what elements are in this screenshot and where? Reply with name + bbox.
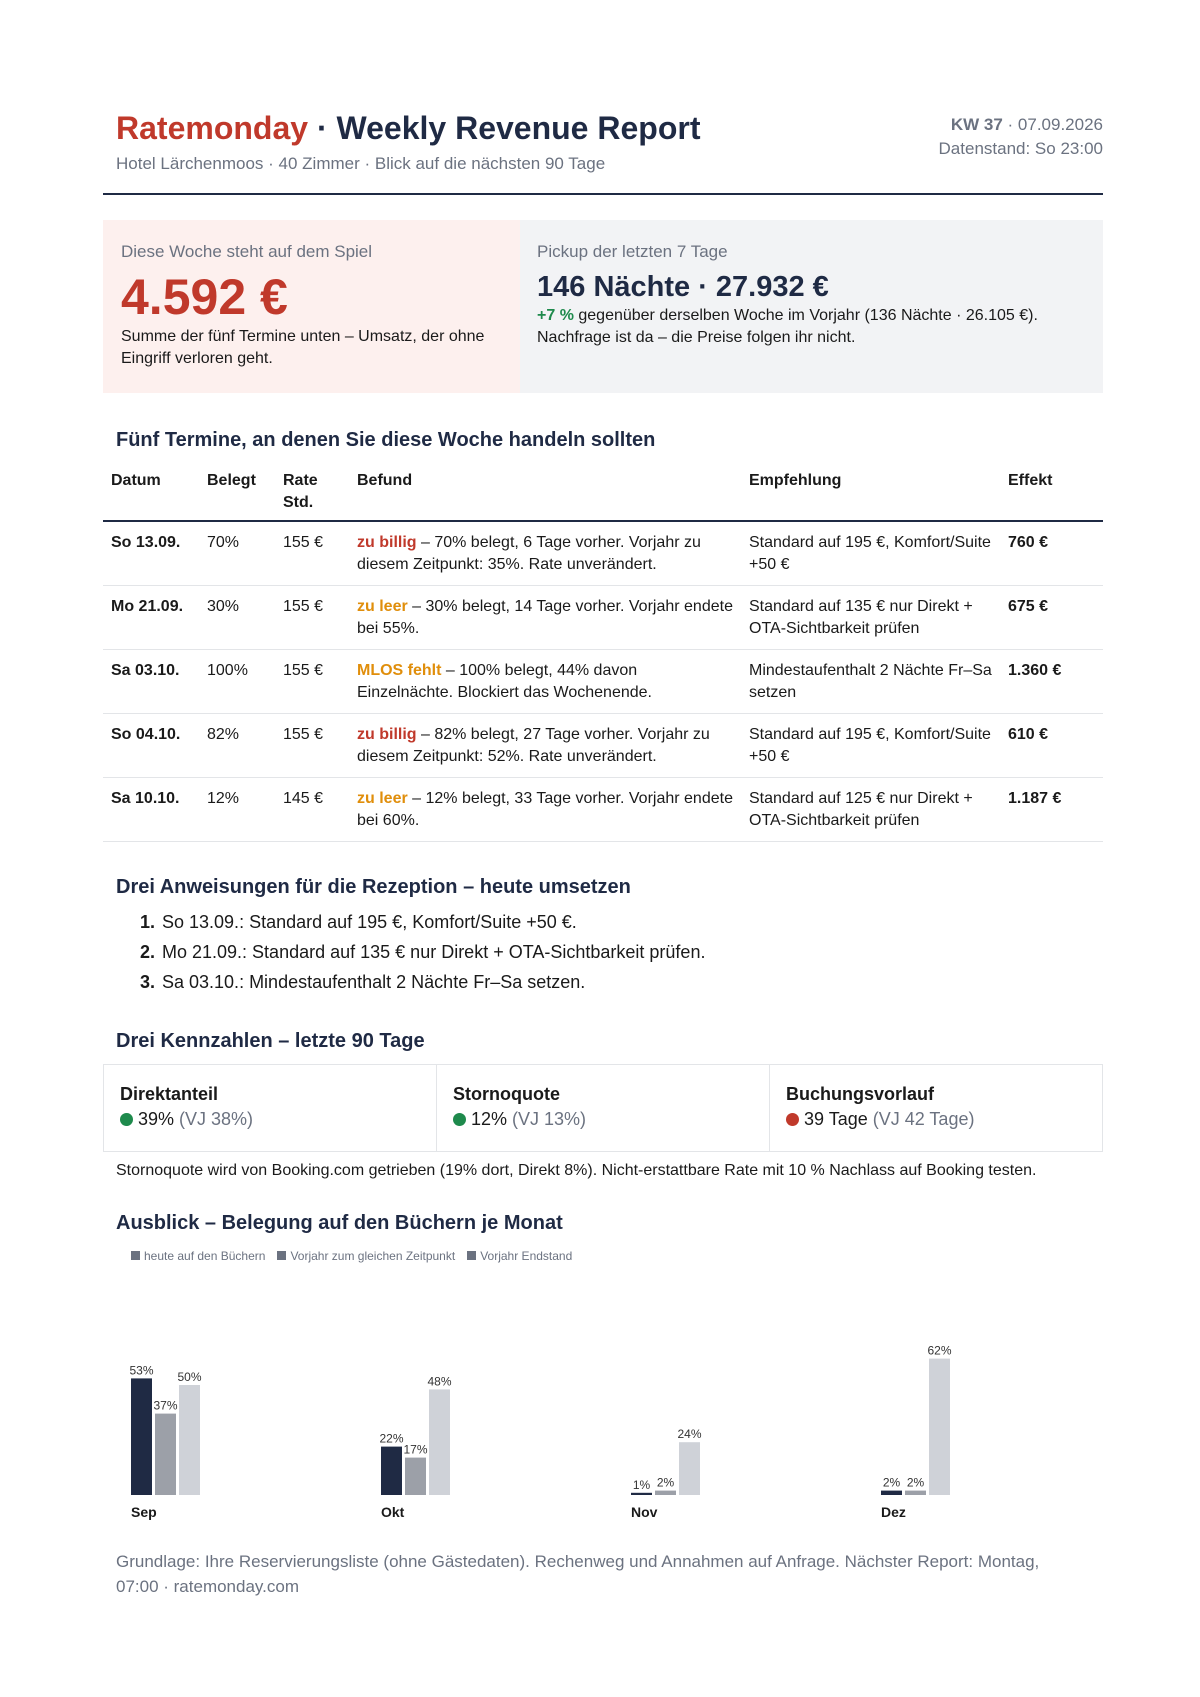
bar-value-label: 22% (379, 1431, 404, 1446)
action-dates-table (103, 466, 1103, 842)
category-label: Dez (881, 1504, 906, 1520)
col-belegt: Belegt (207, 472, 256, 489)
table-row (103, 650, 1103, 714)
legend-item: Vorjahr Endstand (467, 1249, 572, 1263)
row-finding: MLOS fehlt – 100% belegt, 44% davon Einzelnächte. Blockiert das Wochenende. (357, 662, 652, 701)
calendar-week: KW 37 (950, 115, 1003, 134)
col-empfehlung: Empfehlung (749, 472, 842, 489)
kpi-name: Direktanteil (120, 1084, 219, 1104)
kpi-heading: Drei Kennzahlen – letzte 90 Tage (116, 1030, 425, 1052)
bar-value-label: 2% (906, 1475, 925, 1490)
bar-okt-0 (381, 1447, 402, 1495)
row-recommendation: Standard auf 195 €, Komfort/Suite +50 € (749, 534, 991, 573)
row-recommendation: Mindestaufenthalt 2 Nächte Fr–Sa setzen (749, 662, 992, 701)
bar-sep-2 (179, 1385, 200, 1495)
row-occupancy: 30% (207, 598, 240, 615)
bar-dez-2 (929, 1359, 950, 1495)
report-title (116, 110, 700, 147)
brand-name: Ratemonday (116, 110, 309, 146)
row-finding: zu leer – 12% belegt, 33 Tage vorher. Vorjahr endete bei 60%. (357, 790, 733, 829)
row-recommendation: Standard auf 135 € nur Direkt + OTA-Sichtbarkeit prüfen (749, 598, 973, 637)
row-rate: 155 € (283, 662, 324, 679)
at-stake-value: 4.592 € (121, 269, 288, 325)
pickup-box (520, 220, 1103, 393)
pickup-label: Pickup der letzten 7 Tage (537, 242, 728, 261)
kpi-previous-year: (VJ 38%) (174, 1109, 254, 1129)
kpi-name: Stornoquote (453, 1084, 560, 1104)
row-occupancy: 70% (207, 534, 240, 551)
table-row (103, 586, 1103, 650)
instruction-item: 2. Mo 21.09.: Standard auf 135 € nur Direkt + OTA-Sichtbarkeit prüfen. (140, 942, 706, 962)
category-label: Okt (381, 1504, 405, 1520)
row-effect: 1.360 € (1008, 662, 1062, 679)
instruction-item: 3. Sa 03.10.: Mindestaufenthalt 2 Nächte Fr–Sa setzen. (140, 972, 586, 992)
pickup-value: 146 Nächte · 27.932 € (537, 271, 829, 303)
kpi-card (104, 1065, 437, 1151)
table-row (103, 778, 1103, 842)
kpi-note: Stornoquote wird von Booking.com getrieben (19% dort, Direkt 8%). Nicht-erstattbare Rate mit 10 % Nachlass auf Booking testen. (116, 1162, 1037, 1179)
category-label: Nov (631, 1504, 658, 1520)
bar-dez-0 (881, 1491, 902, 1495)
row-recommendation: Standard auf 125 € nur Direkt + OTA-Sichtbarkeit prüfen (749, 790, 973, 829)
dates-heading: Fünf Termine, an denen Sie diese Woche handeln sollten (116, 429, 656, 451)
col-effekt: Effekt (1008, 472, 1053, 489)
report-date: · 07.09.2026 (1002, 115, 1103, 134)
bar-value-label: 2% (882, 1475, 901, 1490)
at-stake-label: Diese Woche steht auf dem Spiel (121, 242, 373, 261)
row-date: Mo 21.09. (111, 598, 184, 615)
bar-sep-0 (131, 1378, 152, 1495)
row-rate: 145 € (283, 790, 324, 807)
col-rate: Rate Std. (283, 472, 318, 511)
row-effect: 1.187 € (1008, 790, 1062, 807)
row-rate: 155 € (283, 598, 324, 615)
kpi-panel (103, 1064, 1103, 1152)
status-dot-icon (786, 1113, 799, 1126)
kpi-value: 12% (471, 1109, 508, 1129)
pickup-text: +7 % gegenüber derselben Woche im Vorjahr (136 Nächte · 26.105 €). Nachfrage ist da – die Preise folgen ihr nicht. (537, 307, 1038, 346)
row-rate: 155 € (283, 534, 324, 551)
table-header (103, 466, 1103, 522)
row-date: Sa 10.10. (111, 790, 180, 807)
finding-tag: zu leer (357, 790, 408, 807)
legend-item: Vorjahr zum gleichen Zeitpunkt (277, 1249, 455, 1263)
bar-value-label: 53% (129, 1363, 154, 1378)
table-row (103, 522, 1103, 586)
table-body (103, 522, 1103, 842)
instructions-heading: Drei Anweisungen für die Rezeption – heute umsetzen (116, 876, 631, 898)
kpi-value: 39 Tage (804, 1109, 868, 1129)
row-effect: 675 € (1008, 598, 1049, 615)
row-finding: zu billig – 82% belegt, 27 Tage vorher. Vorjahr zu diesem Zeitpunkt: 52%. Rate unverändert. (357, 726, 710, 765)
instructions-list (140, 907, 705, 997)
kpi-card (437, 1065, 770, 1151)
kpi-name: Buchungsvorlauf (786, 1084, 935, 1104)
bar-nov-2 (679, 1442, 700, 1495)
row-occupancy: 12% (207, 790, 240, 807)
finding-tag: zu billig (357, 726, 417, 743)
status-dot-icon (120, 1113, 133, 1126)
row-rate: 155 € (283, 726, 324, 743)
bar-value-label: 1% (632, 1477, 651, 1492)
report-subtitle: Hotel Lärchenmoos · 40 Zimmer · Blick auf die nächsten 90 Tage (116, 154, 606, 173)
bar-value-label: 48% (427, 1374, 452, 1389)
row-recommendation: Standard auf 195 €, Komfort/Suite +50 € (749, 726, 991, 765)
status-dot-icon (453, 1113, 466, 1126)
col-datum: Datum (111, 472, 161, 489)
row-occupancy: 100% (207, 662, 248, 679)
legend-item: heute auf den Büchern (131, 1249, 265, 1263)
bar-nov-1 (655, 1491, 676, 1495)
bar-okt-1 (405, 1458, 426, 1495)
category-label: Sep (131, 1504, 157, 1520)
finding-tag: MLOS fehlt (357, 662, 442, 679)
bar-value-label: 2% (656, 1475, 675, 1490)
row-finding: zu billig – 70% belegt, 6 Tage vorher. Vorjahr zu diesem Zeitpunkt: 35%. Rate unverändert. (357, 534, 701, 573)
report-header (103, 110, 1103, 196)
instruction-item: 1. So 13.09.: Standard auf 195 €, Komfort/Suite +50 €. (140, 912, 577, 932)
chart-legend (131, 1249, 572, 1263)
data-timestamp: Datenstand: So 23:00 (938, 139, 1103, 158)
row-date: Sa 03.10. (111, 662, 180, 679)
bar-value-label: 37% (153, 1398, 178, 1413)
bar-okt-2 (429, 1389, 450, 1495)
row-finding: zu leer – 30% belegt, 14 Tage vorher. Vorjahr endete bei 55%. (357, 598, 733, 637)
bar-sep-1 (155, 1414, 176, 1495)
bar-value-label: 24% (677, 1427, 702, 1442)
report-meta (939, 113, 1103, 161)
kpi-previous-year: (VJ 13%) (507, 1109, 587, 1129)
kpi-card (770, 1065, 1102, 1151)
row-occupancy: 82% (207, 726, 240, 743)
header-divider (103, 193, 1103, 195)
bar-value-label: 62% (927, 1343, 952, 1358)
bar-nov-0 (631, 1493, 652, 1495)
finding-tag: zu leer (357, 598, 408, 615)
report-footer: Grundlage: Ihre Reservierungsliste (ohne Gästedaten). Rechenweg und Annahmen auf Anfrage. Nächster Report: Montag, 07:00 · ratemonday.com (116, 1552, 1040, 1596)
report-title-text: · Weekly Revenue Report (308, 110, 701, 146)
finding-tag: zu billig (357, 534, 417, 551)
at-stake-text: Summe der fünf Termine unten – Umsatz, der ohne Eingriff verloren geht. (121, 328, 485, 367)
col-befund: Befund (357, 472, 413, 489)
at-stake-box (103, 220, 520, 393)
bar-value-label: 17% (403, 1442, 428, 1457)
bar-value-label: 50% (177, 1370, 202, 1384)
pickup-change: +7 % (537, 307, 574, 324)
bar-dez-1 (905, 1491, 926, 1495)
kpi-previous-year: (VJ 42 Tage) (867, 1109, 975, 1129)
occupancy-chart (103, 1280, 1003, 1530)
row-date: So 04.10. (111, 726, 181, 743)
kpi-value: 39% (138, 1109, 175, 1129)
row-effect: 760 € (1008, 534, 1049, 551)
chart-heading: Ausblick – Belegung auf den Büchern je Monat (116, 1212, 563, 1234)
table-row (103, 714, 1103, 778)
row-effect: 610 € (1008, 726, 1049, 743)
row-date: So 13.09. (111, 534, 181, 551)
